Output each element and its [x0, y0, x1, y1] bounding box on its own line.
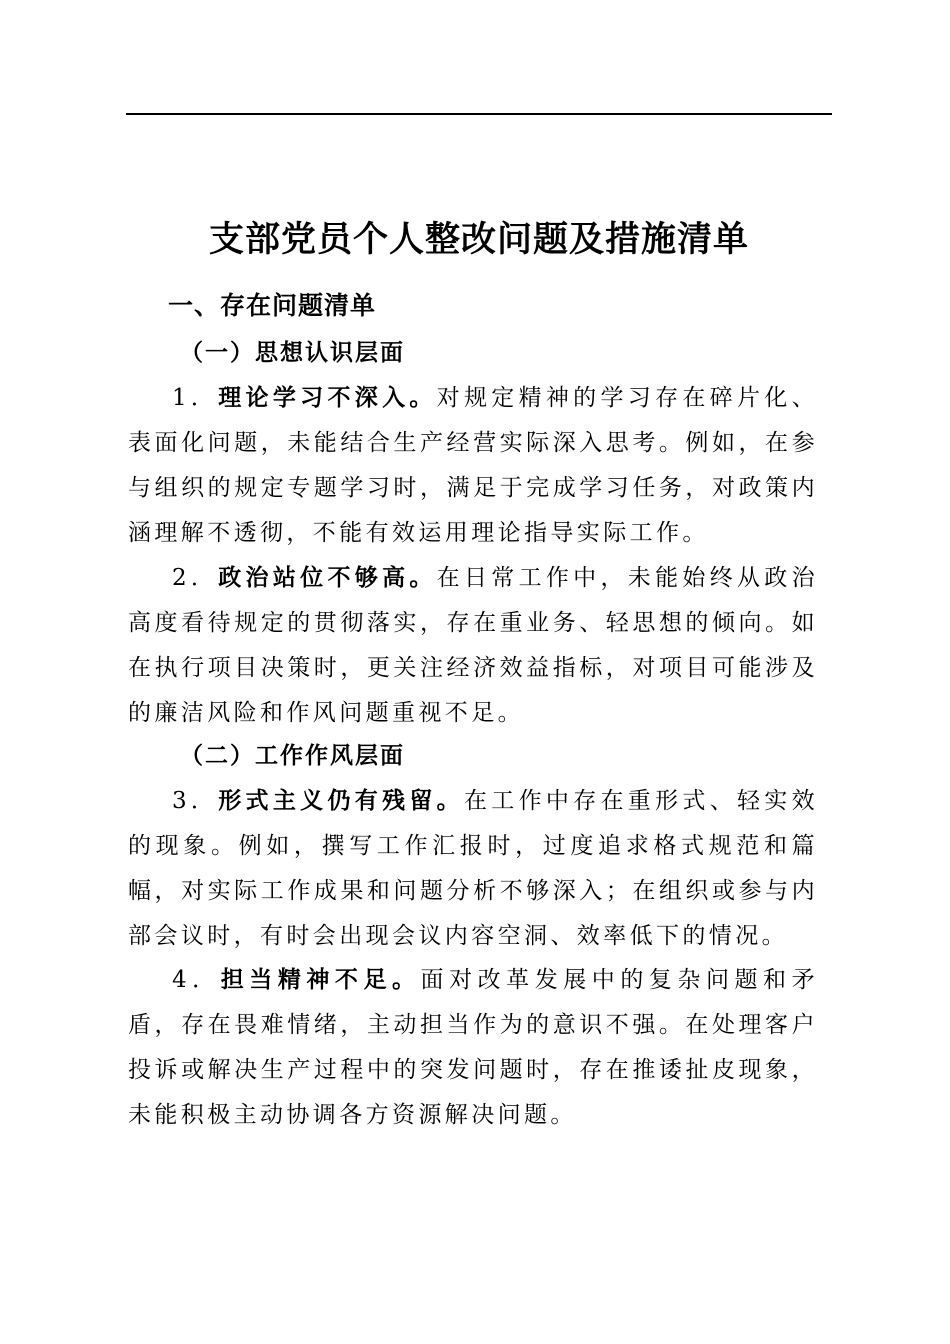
- list-item-2: [128, 555, 818, 736]
- item-number: 4．: [172, 967, 221, 993]
- header-rule: [126, 113, 832, 115]
- item-body: 在日常工作中，未能始终从政治高度看待规定的贯彻落实，存在重业务、轻思想的倾向。如在执行项目决策时，更关注经济效益指标，对项目可能涉及的廉洁风险和作风问题重视不足。: [128, 565, 819, 726]
- list-item-3: [128, 778, 818, 959]
- list-item-4: [128, 957, 818, 1138]
- sub-heading-ideology: （一）思想认识层面: [180, 339, 405, 366]
- item-lead: 形式主义仍有残留。: [218, 787, 464, 814]
- item-body: 在工作中存在重形式、轻实效的现象。例如，撰写工作汇报时，过度追求格式规范和篇幅，对实际工作成果和问题分析不够深入；在组织或参与内部会议时，有时会出现会议内容空洞、效率低下的情况。: [128, 788, 819, 949]
- item-number: 2．: [172, 565, 219, 591]
- list-item-1: [128, 375, 818, 556]
- item-lead: 理论学习不深入。: [218, 384, 437, 411]
- sub-heading-work-style: （二）工作作风层面: [180, 742, 405, 769]
- item-number: 3．: [172, 788, 219, 814]
- document-title: 支部党员个人整改问题及措施清单: [208, 219, 749, 260]
- item-lead: 担当精神不足。: [220, 966, 421, 993]
- item-lead: 政治站位不够高。: [218, 564, 437, 591]
- item-body: 面对改革发展中的复杂问题和矛盾，存在畏难情绪，主动担当作为的意识不强。在处理客户投诉或解决生产过程中的突发问题时，存在推诿扯皮现象，未能积极主动协调各方资源解决问题。: [128, 967, 819, 1128]
- section-heading-problems: 一、存在问题清单: [168, 291, 377, 320]
- item-number: 1．: [172, 385, 219, 411]
- item-body: 对规定精神的学习存在碎片化、表面化问题，未能结合生产经营实际深入思考。例如，在参与组织的规定专题学习时，满足于完成学习任务，对政策内涵理解不透彻，不能有效运用理论指导实际工作。: [128, 385, 819, 546]
